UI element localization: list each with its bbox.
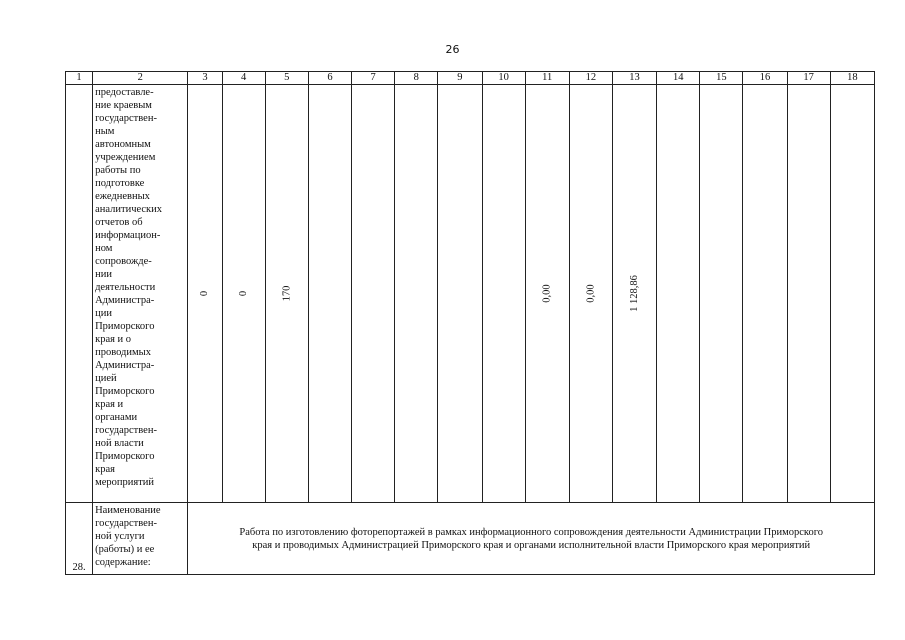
col-header: 7	[352, 72, 395, 85]
col-header: 8	[395, 72, 438, 85]
col-header: 11	[525, 72, 569, 85]
service-content: Работа по изготовлению фоторепортажей в рамках информационного сопровождения деятельности Администрации Приморского края и проводимых Администрацией Приморского края и органами исполнительной власти Приморского края мероприятий	[188, 503, 875, 575]
col-header: 9	[438, 72, 482, 85]
col-header: 15	[700, 72, 743, 85]
col-header: 4	[222, 72, 265, 85]
cell-col12: 0,00	[569, 85, 612, 503]
cell-col16	[743, 85, 787, 503]
col-header: 3	[188, 72, 222, 85]
col-header: 13	[612, 72, 656, 85]
budget-table	[65, 71, 875, 575]
cell-description: предоставле- ние краевым государствен- ным автономным учреждением работы по подготовке ежедневных аналитических отчетов об информацион- ном сопровожде- нии деятельности Администра- ции Приморского края и о проводимых Администра- цией Приморского края и органами государствен- ной власти Приморского края мероприятий	[93, 85, 188, 503]
col-header: 14	[657, 72, 700, 85]
col-header: 12	[569, 72, 612, 85]
cell-col4: 0	[222, 85, 265, 503]
page-number: 26	[445, 43, 460, 56]
cell-col18	[830, 85, 874, 503]
col-header: 10	[482, 72, 525, 85]
cell-col10	[482, 85, 525, 503]
cell-col14	[657, 85, 700, 503]
cell-col8	[395, 85, 438, 503]
cell-col5: 170	[265, 85, 308, 503]
col-header: 18	[830, 72, 874, 85]
cell-col6	[308, 85, 351, 503]
cell-col15	[700, 85, 743, 503]
service-number: 28.	[66, 503, 93, 575]
cell-number	[66, 85, 93, 503]
cell-col11: 0,00	[525, 85, 569, 503]
header-row	[66, 72, 875, 85]
col-header: 16	[743, 72, 787, 85]
col-header: 1	[66, 72, 93, 85]
cell-col7	[352, 85, 395, 503]
cell-col13: 1 128,86	[612, 85, 656, 503]
table-row	[66, 85, 875, 503]
service-row	[66, 503, 875, 575]
col-header: 5	[265, 72, 308, 85]
col-header: 17	[787, 72, 830, 85]
cell-col17	[787, 85, 830, 503]
cell-col3: 0	[188, 85, 222, 503]
service-label: Наименование государствен- ной услуги (работы) и ее содержание:	[93, 503, 188, 575]
col-header: 2	[93, 72, 188, 85]
cell-col9	[438, 85, 482, 503]
col-header: 6	[308, 72, 351, 85]
